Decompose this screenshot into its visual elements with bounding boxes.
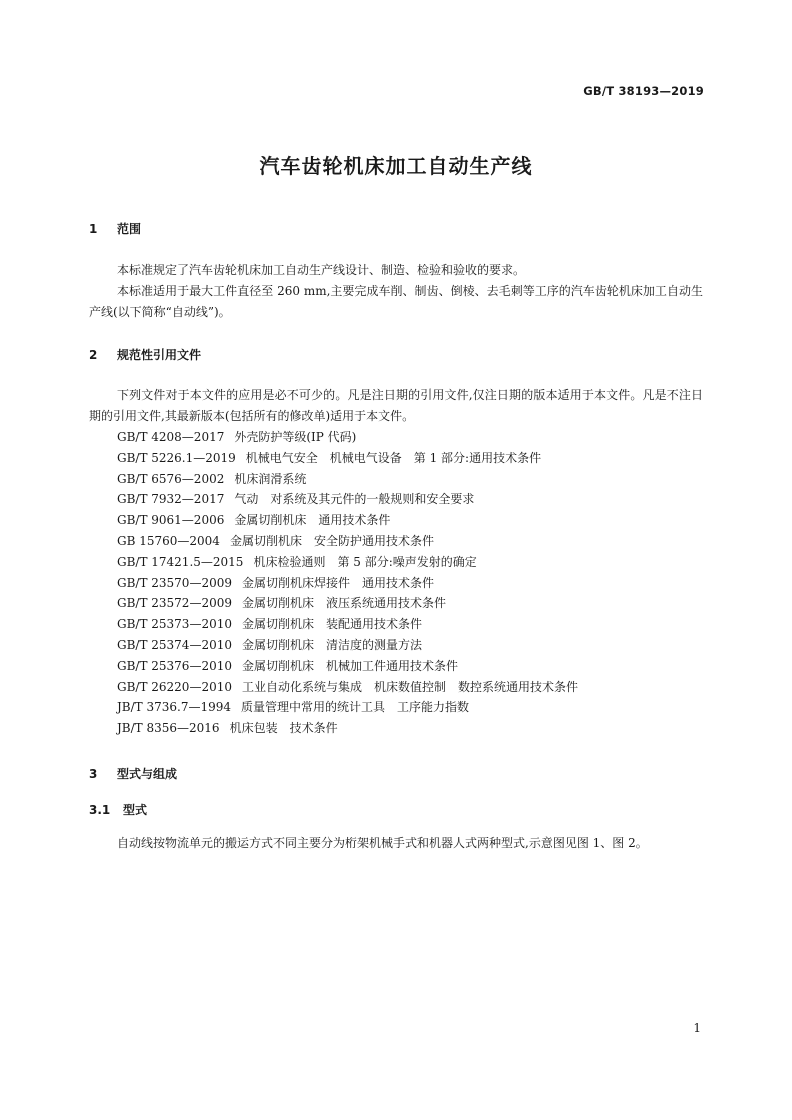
reference-code: JB/T 3736.7—1994 (117, 700, 232, 715)
section-number: 3 (89, 767, 98, 781)
reference-item (117, 718, 578, 739)
reference-title: 气动 对系统及其元件的一般规则和安全要求 (234, 492, 475, 507)
reference-title: 金属切削机床 通用技术条件 (234, 513, 391, 528)
reference-title: 外壳防护等级(IP 代码) (234, 430, 357, 444)
reference-title: 金属切削机床焊接件 通用技术条件 (241, 575, 434, 590)
reference-code: GB/T 17421.5—2015 (117, 554, 244, 569)
reference-item (117, 510, 578, 531)
reference-code: GB/T 4208—2017 (117, 430, 225, 444)
reference-code: GB/T 6576—2002 (117, 471, 225, 486)
standard-code: GB/T 38193—2019 (583, 84, 704, 98)
section-3-heading (89, 765, 177, 782)
section-number: 1 (89, 222, 98, 236)
reference-code: GB/T 9061—2006 (117, 513, 225, 528)
reference-code: GB/T 25374—2010 (117, 637, 232, 652)
section-title: 型式与组成 (117, 767, 178, 781)
reference-code: GB/T 25376—2010 (117, 658, 232, 673)
section-2-heading (89, 346, 201, 363)
reference-item (117, 697, 578, 718)
reference-code: GB/T 25373—2010 (117, 617, 232, 632)
section-3-1-heading (89, 801, 147, 818)
section-1-heading (89, 220, 141, 237)
reference-title: 金属切削机床 液压系统通用技术条件 (241, 596, 446, 611)
reference-title: 工业自动化系统与集成 机床数值控制 数控系统通用技术条件 (241, 679, 578, 694)
reference-title: 金属切削机床 装配通用技术条件 (241, 617, 422, 632)
section-2-intro: 下列文件对于本文件的应用是必不可少的。凡是注日期的引用文件,仅注日期的版本适用于本文件。凡是不注日期的引用文件,其最新版本(包括所有的修改单)适用于本文件。 (89, 388, 703, 423)
section-number: 3.1 (89, 803, 111, 817)
reference-item (117, 614, 578, 635)
reference-code: GB/T 23570—2009 (117, 575, 232, 590)
reference-title: 机床检验通则 第 5 部分:噪声发射的确定 (253, 554, 477, 569)
normative-references-list (117, 427, 578, 739)
reference-code: GB/T 26220—2010 (117, 679, 232, 694)
section-1-paragraph-1: 本标准规定了汽车齿轮机床加工自动生产线设计、制造、检验和验收的要求。 (117, 263, 526, 277)
reference-title: 金属切削机床 清洁度的测量方法 (241, 637, 422, 652)
reference-item (117, 531, 578, 552)
section-3-1-paragraph: 自动线按物流单元的搬运方式不同主要分为桁架机械手式和机器人式两种型式,示意图见图 1、图 2。 (117, 836, 648, 850)
reference-item (117, 573, 578, 594)
reference-item (117, 635, 578, 656)
section-title: 型式 (123, 803, 148, 817)
reference-code: GB/T 5226.1—2019 (117, 450, 236, 465)
reference-item (117, 448, 578, 469)
reference-title: 机械电气安全 机械电气设备 第 1 部分:通用技术条件 (245, 450, 542, 465)
reference-title: 机床包装 技术条件 (229, 721, 338, 736)
document-title: 汽车齿轮机床加工自动生产线 (259, 154, 533, 178)
reference-item (117, 677, 578, 698)
reference-item (117, 427, 578, 448)
reference-item (117, 469, 578, 490)
reference-code: GB/T 23572—2009 (117, 596, 232, 611)
section-title: 规范性引用文件 (117, 348, 202, 362)
reference-item (117, 656, 578, 677)
section-1-paragraph-2: 本标准适用于最大工件直径至 260 mm,主要完成车削、制齿、倒棱、去毛刺等工序的汽车齿轮机床加工自动生产线(以下简称“自动线”)。 (89, 284, 703, 319)
reference-code: GB/T 7932—2017 (117, 492, 225, 507)
section-title: 范围 (117, 222, 142, 236)
reference-title: 金属切削机床 安全防护通用技术条件 (229, 533, 434, 548)
reference-item (117, 552, 578, 573)
reference-title: 金属切削机床 机械加工件通用技术条件 (241, 658, 458, 673)
reference-title: 机床润滑系统 (234, 471, 307, 486)
reference-item (117, 593, 578, 614)
reference-code: JB/T 8356—2016 (117, 721, 220, 736)
section-number: 2 (89, 348, 98, 362)
reference-title: 质量管理中常用的统计工具 工序能力指数 (241, 700, 470, 715)
reference-item (117, 489, 578, 510)
page-number: 1 (693, 1021, 701, 1035)
reference-code: GB 15760—2004 (117, 533, 220, 548)
